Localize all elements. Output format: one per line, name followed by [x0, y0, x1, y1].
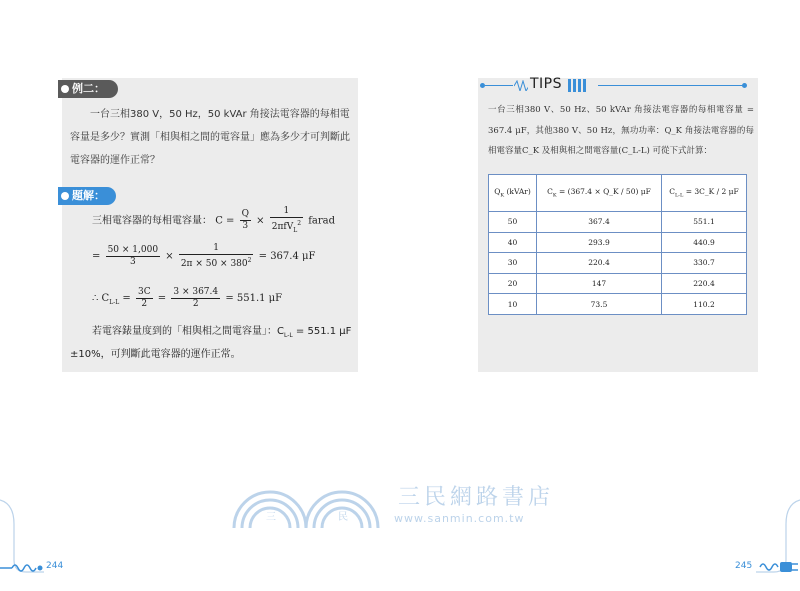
dot-icon	[742, 83, 747, 88]
solution-label	[58, 187, 116, 205]
bars-icon	[568, 79, 590, 92]
fraction-q-over-3: $\frac{Q}{3}$	[241, 209, 249, 232]
formula-1-unit: farad	[308, 215, 336, 227]
watermark-url: www.sanmin.com.tw	[394, 512, 525, 525]
plug-icon	[758, 560, 800, 574]
fraction-1-over-2pifv: $\frac{1}{2\pi fV_L^2}$	[271, 206, 302, 234]
coil-icon	[0, 562, 44, 574]
example-label-text: 例二：	[72, 82, 105, 95]
column-header-cll: $C_{L-L}$ = 3C_K / 2 μF	[662, 175, 747, 212]
table-row: 10 73.5 110.2	[489, 294, 747, 315]
spring-icon	[514, 80, 528, 91]
table-row: 40 293.9 440.9	[489, 232, 747, 253]
tips-title: TIPS	[530, 76, 563, 92]
capacitance-table	[488, 174, 747, 315]
table-row: 50 367.4 551.1	[489, 212, 747, 233]
divider	[598, 85, 744, 86]
formula-1-prefix: 三相電容器的每相電容量：	[92, 215, 212, 227]
divider	[485, 85, 513, 86]
solution-formula-1: 三相電容器的每相電容量： C = $\frac{Q}{3}$ × $\frac{1}{2\pi fV_L^2}$ farad	[92, 206, 336, 234]
solution-formula-3: ∴ $C_{L-L}$ = $\frac{3C}{2}$ = $\frac{3 \times 367.4}{2}$ = 551.1 μF	[92, 287, 283, 309]
fraction-50000-over-3: $\frac{50 \times 1,000}{3}$	[107, 245, 159, 267]
watermark-name: 三民網路書店	[398, 485, 555, 510]
solution-label-text: 題解：	[72, 189, 105, 202]
conclusion-line-1: 若電容錶量度到的「相與相之間電容量」：$C_{L-L} = 551.1$ μF	[92, 326, 352, 339]
column-header-qk: $Q_K$ (kVAr)	[489, 175, 537, 212]
fraction-1-over-2pi-50-380: $\frac{1}{2\pi \times 50 \times 380^2}$	[180, 243, 252, 269]
watermark	[230, 478, 580, 538]
bullet-icon	[61, 192, 69, 200]
fraction-3c-over-2: $\frac{3C}{2}$	[137, 287, 151, 309]
watermark-char-left: 三	[266, 512, 276, 523]
tips-text: 一台三相380 V、50 Hz、50 kVAr 角接法電容器的每相電容量 = 367.4 μF，其他380 V、50 Hz，無功功率：Q_K 角接法電容器的每相電容量C_K 及相與相之間電容量(C_L-L) 可從下式計算：	[488, 105, 754, 156]
table-header-row	[489, 175, 747, 212]
formula-3-result: = 551.1 μF	[225, 293, 283, 304]
table-row: 30 220.4 330.7	[489, 253, 747, 274]
example-label	[58, 80, 118, 98]
left-corner-decoration	[0, 490, 60, 591]
watermark-char-right: 民	[338, 512, 348, 523]
bullet-icon	[61, 85, 69, 93]
tips-header	[480, 74, 760, 98]
page-number-left: 244	[46, 561, 64, 571]
table-row: 20 147 220.4	[489, 273, 747, 294]
right-corner-decoration	[740, 490, 800, 591]
conclusion-line-2: ±10%，可判斷此電容器的運作正常。	[70, 349, 241, 360]
column-header-ck: $C_K = (367.4$ × Q_K / 50) μF	[537, 175, 662, 212]
solution-formula-2: = $\frac{50 \times 1,000}{3}$ × $\frac{1}{2\pi \times 50 \times 380^2}$ = 367.4 μF	[92, 243, 316, 269]
formula-2-result: = 367.4 μF	[258, 251, 316, 262]
fraction-3x367-over-2: $\frac{3 \times 367.4}{2}$	[173, 287, 219, 309]
watermark-logo-icon	[230, 478, 390, 530]
page-number-right: 245	[735, 561, 753, 571]
problem-text: 一台三相380 V，50 Hz，50 kVAr 角接法電容器的每相電容量是多少？實測「相與相之間的電容量」應為多少才可判斷此電容器的運作正常？	[70, 109, 350, 166]
formula-1-c: C =	[215, 215, 235, 227]
